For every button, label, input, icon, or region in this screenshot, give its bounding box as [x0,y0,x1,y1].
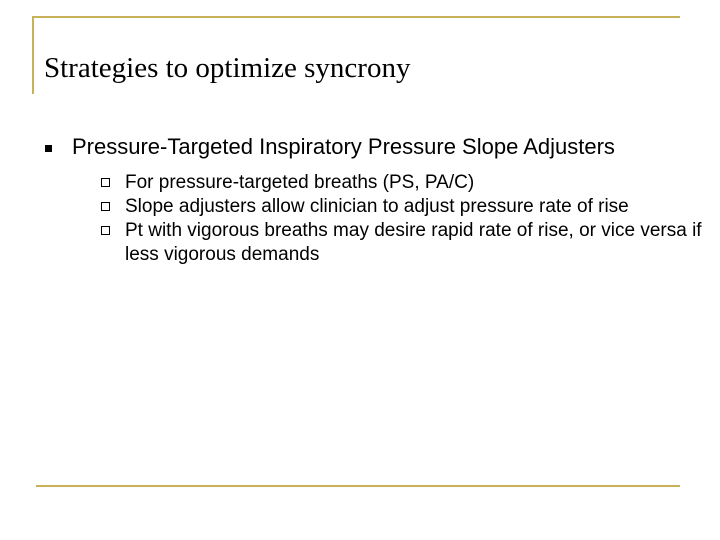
top-accent-rule [32,16,680,18]
sub-bullet-item [100,219,702,267]
sub-bullet-text: Slope adjusters allow clinician to adjust pressure rate of rise [125,196,629,217]
bullet-text: Pressure-Targeted Inspiratory Pressure Slope Adjusters [72,134,615,159]
hollow-square-icon [101,202,110,211]
sub-bullet-text: Pt with vigorous breaths may desire rapid rate of rise, or vice versa if less vigorous demands [125,220,702,265]
hollow-square-icon [101,178,110,187]
slide-title: Strategies to optimize syncrony [44,52,411,84]
bullet-item [44,133,702,267]
sub-bullet-item [100,171,684,195]
slide-body [44,133,702,267]
sub-bullet-item [100,195,684,219]
sub-bullet-list [72,171,702,267]
sub-bullet-text: For pressure-targeted breaths (PS, PA/C) [125,172,475,193]
left-accent-rule [32,16,34,94]
hollow-square-icon [101,226,110,235]
filled-square-icon [45,145,52,152]
bottom-accent-rule [36,485,680,487]
